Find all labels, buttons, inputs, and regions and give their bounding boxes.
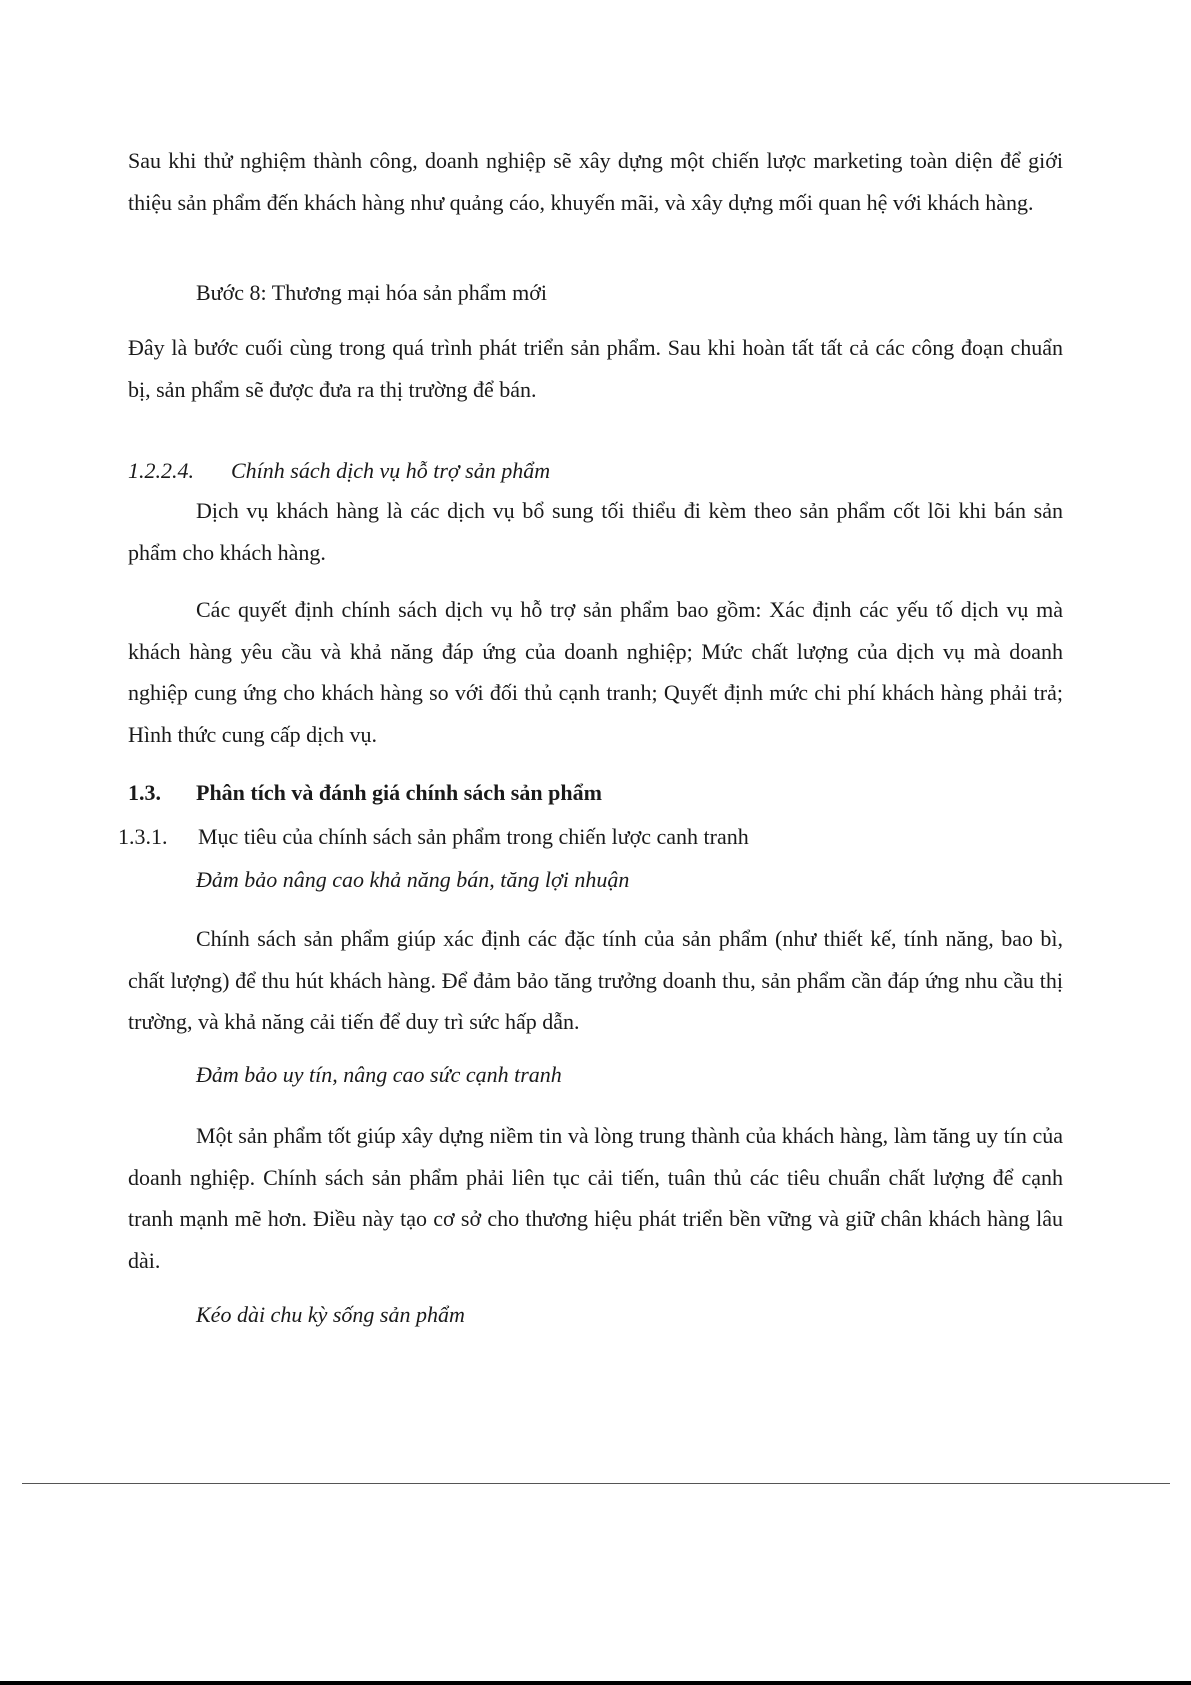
paragraph-product-policy: Chính sách sản phẩm giúp xác định các đặc tính của sản phẩm (như thiết kế, tính năng, bao bì, chất lượng) để thu hút khách hàng. Để đảm bảo tăng trưởng doanh thu, sản phẩm cần đáp ứng nhu cầu thị trường, và khả năng cải tiến để duy trì sức hấp dẫn. (128, 926, 1063, 1034)
section-title: Phân tích và đánh giá chính sách sản phẩm (196, 780, 602, 805)
subheading-life-cycle: Kéo dài chu kỳ sống sản phẩm (196, 1302, 465, 1327)
section-heading-1-3-1 (118, 824, 749, 850)
section-number: 1.3.1. (118, 824, 168, 849)
section-heading-1-2-2-4 (128, 458, 550, 484)
subheading-reputation: Đảm bảo uy tín, nâng cao sức cạnh tranh (196, 1062, 562, 1087)
step-8-heading: Bước 8: Thương mại hóa sản phẩm mới (196, 280, 548, 305)
footer-divider (22, 1483, 1170, 1484)
bottom-edge-bar (0, 1681, 1191, 1685)
paragraph-good-product: Một sản phẩm tốt giúp xây dựng niềm tin và lòng trung thành của khách hàng, làm tăng uy tín của doanh nghiệp. Chính sách sản phẩm phải liên tục cải tiến, tuân thủ các tiêu chuẩn chất lượng để cạnh tranh mạnh mẽ hơn. Điều này tạo cơ sở cho thương hiệu phát triển bền vững và giữ chân khách hàng lâu dài. (128, 1123, 1063, 1273)
paragraph-final-step: Đây là bước cuối cùng trong quá trình phát triển sản phẩm. Sau khi hoàn tất tất cả các công đoạn chuẩn bị, sản phẩm sẽ được đưa ra thị trường để bán. (128, 335, 1063, 402)
section-title: Chính sách dịch vụ hỗ trợ sản phẩm (231, 458, 551, 483)
paragraph-customer-service: Dịch vụ khách hàng là các dịch vụ bổ sung tối thiểu đi kèm theo sản phẩm cốt lõi khi bán sản phẩm cho khách hàng. (128, 498, 1063, 565)
section-title: Mục tiêu của chính sách sản phẩm trong chiến lược canh tranh (198, 824, 749, 849)
section-heading-1-3 (128, 780, 602, 806)
paragraph-marketing-strategy: Sau khi thử nghiệm thành công, doanh nghiệp sẽ xây dựng một chiến lược marketing toàn diện để giới thiệu sản phẩm đến khách hàng như quảng cáo, khuyến mãi, và xây dựng mối quan hệ với khách hàng. (128, 148, 1063, 215)
subheading-sales-profit: Đảm bảo nâng cao khả năng bán, tăng lợi nhuận (196, 867, 630, 892)
section-number: 1.2.2.4. (128, 458, 194, 483)
paragraph-service-decisions: Các quyết định chính sách dịch vụ hỗ trợ sản phẩm bao gồm: Xác định các yếu tố dịch vụ mà khách hàng yêu cầu và khả năng đáp ứng của doanh nghiệp; Mức chất lượng của dịch vụ mà doanh nghiệp cung ứng cho khách hàng so với đối thủ cạnh tranh; Quyết định mức chi phí khách hàng phải trả; Hình thức cung cấp dịch vụ. (128, 597, 1063, 747)
section-number: 1.3. (128, 780, 161, 805)
